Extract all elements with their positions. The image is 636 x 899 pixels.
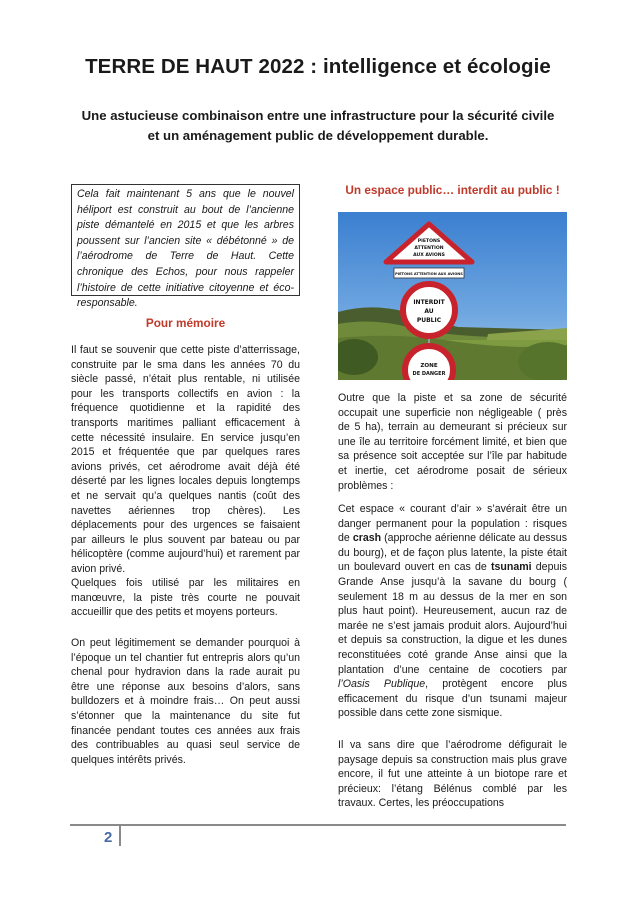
right-heading: Un espace public… interdit au public ! xyxy=(345,183,560,197)
left-heading: Pour mémoire xyxy=(145,316,226,330)
left-paragraph-1: Il faut se souvenir que cette piste d’atterrissage, construite par le sma dans les années 70 du siècle passé, n’était plus rentable, ni utilisée pour les transports collectifs en avion : la fréquence quotidienne et la rapidité des transports maritimes palliant efficacement à cette nécessité insulaire. En service jusqu’en 2015 et fréquentée que par quelques rares avions privés, cet aérodrome avait déjà été déserté par les lignes locales depuis longtemps et ne servait qu’a quelques nantis (coût des navettes aériennes trop chères). Les déplacements pour des urgences se faisaient par ailleurs le plus souvent par bateau ou par hélicoptère (comme aujourd’hui) et rarement par avion privé. xyxy=(71,344,300,575)
subtitle-line-2: et un aménagement public de développement durable. xyxy=(147,128,489,143)
footer-rule xyxy=(70,824,566,826)
crash-keyword: crash xyxy=(352,532,382,545)
right-paragraph-3: Il va sans dire que l’aérodrome défigurait le paysage depuis sa construction mais plus grave encore, il fut une atteinte à un biotope rare et précieux: l’étang Bélénus comblé par les travaux. Certes, les préoccupations xyxy=(338,739,567,810)
left-paragraph-3: On peut légitimement se demander pourquoi à l’époque un tel chantier fut entrepris alors qu’un chenal pour hydravion dans la rade aurait pu être une réponse aux besoins d’alors, sans bulldozers et à moindre frais… On peut aussi s’étonner que la maintenance du site fut financée pendant toutes ces années aux frais des contribuables au quasi seul service de quelques intérêts privés. xyxy=(71,637,300,766)
right-paragraph-2 xyxy=(338,502,567,721)
tsunami-keyword: tsunami xyxy=(490,561,532,574)
page-subtitle xyxy=(60,106,576,146)
sign-photo xyxy=(338,212,567,380)
sign-bot-line-1: ZONE xyxy=(420,363,438,369)
page-number-divider xyxy=(119,826,121,846)
intro-box: Cela fait maintenant 5 ans que le nouvel héliport est construit au bout de l’ancienne piste démantelé en 2015 et que les arbres poussent sur l’ancien site « débétonné » de l’aérodrome de Terre de Haut. Cette chronique des Echos, pour nous rappeler l’histoire de cette initiative citoyenne et éco-responsable. xyxy=(71,184,300,296)
sign-photo-illustration xyxy=(338,212,567,380)
oasis-publique-name: l’Oasis Publique xyxy=(338,678,426,691)
sign-mid-line-1: INTERDIT xyxy=(413,299,445,306)
sign-bot-line-2: DE DANGER xyxy=(412,371,446,377)
sign-top-line-1: PIETONS xyxy=(417,239,441,244)
left-paragraph-2: Quelques fois utilisé par les militaires en manœuvre, la piste très courte ne pouvait accueillir que des petits et moyens porteurs. xyxy=(71,577,300,619)
sign-plate: PIETONS ATTENTION AUX AVIONS xyxy=(395,272,463,276)
right-paragraph-2-part-c: depuis Grande Anse jusqu’à la savane du bourg ( seulement 18 m au dessus de la mer en son plus haut point). Heureusement, aucun raz de marée ne s’est jamais produit alors. Aujourd’hui et depuis sa construction, la digue et les dunes reconstituées coté grande Anse ainsi que la plantation d’une centaine de cocotiers par xyxy=(338,561,568,676)
right-paragraph-2-part-a: Cet espace « courant d’air » s’avérait être un danger permanent pour la population : risques de xyxy=(338,503,567,545)
right-paragraph-2-part-d: , protègent encore plus efficacement du risque d’un tsunami majeur possible dans cette zone sismique. xyxy=(338,678,567,720)
sign-mid-line-3: PUBLIC xyxy=(416,317,442,324)
sign-top-line-2: ATTENTION xyxy=(414,246,444,251)
sign-top-line-3: AUX AVIONS xyxy=(413,253,445,258)
right-paragraph-1: Outre que la piste et sa zone de sécurité occupait une superficie non négligeable ( près de 5 ha), terrain au demeurant si précieux sur une île au territoire forcément limité, et bien que sa présence soit acceptée sur l’île par habitude et inertie, cet aérodrome posait de sérieux problèmes : xyxy=(338,392,567,492)
sign-mid-line-2: AU xyxy=(424,308,434,315)
page-number: 2 xyxy=(104,829,113,846)
page-title: TERRE DE HAUT 2022 : intelligence et écologie xyxy=(85,55,551,78)
right-paragraph-2-part-b: (approche aérienne délicate au dessus du bourg), et de façon plus latente, la piste était un boulevard ouvert en cas de xyxy=(338,532,567,574)
subtitle-line-1: Une astucieuse combinaison entre une infrastructure pour la sécurité civile xyxy=(81,108,555,123)
